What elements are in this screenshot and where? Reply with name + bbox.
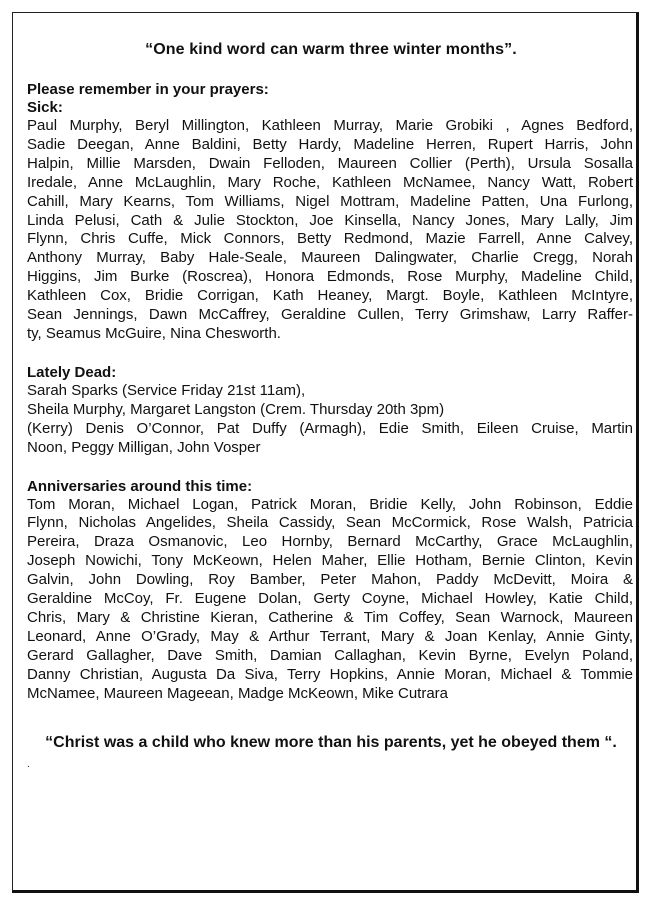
bottom-quote: “Christ was a child who knew more than his parents, yet he obeyed them “. bbox=[45, 734, 617, 752]
sick-list bbox=[27, 117, 633, 344]
lately-dead-line: Sarah Sparks (Service Friday 21st 11am), bbox=[27, 381, 306, 399]
lately-dead-list bbox=[27, 382, 633, 458]
sick-line: Cahill, Mary Kearns, Tom Williams, Nigel Mottram, Madeline Patten, Una Furlong, bbox=[27, 192, 633, 210]
lately-dead-line: Noon, Peggy Milligan, John Vosper bbox=[27, 438, 261, 456]
trailing-mark: . bbox=[27, 759, 30, 771]
anniversary-line: Flynn, Nicholas Angelides, Sheila Cassidy, Sean McCormick, Rose Walsh, Patricia bbox=[27, 514, 633, 532]
newsletter-content bbox=[27, 40, 635, 771]
anniversaries-list bbox=[27, 496, 633, 704]
anniversary-line: Danny Christian, Augusta Da Siva, Terry Hopkins, Annie Moran, Michael & Tommie bbox=[27, 665, 633, 683]
sick-line: Halpin, Millie Marsden, Dwain Felloden, Maureen Collier (Perth), Ursula Sosalla bbox=[27, 154, 633, 172]
anniversary-line: Tom Moran, Michael Logan, Patrick Moran, Bridie Kelly, John Robinson, Eddie bbox=[27, 495, 633, 513]
sick-line: Anthony Murray, Baby Hale-Seale, Maureen Dalingwater, Charlie Cregg, Norah bbox=[27, 249, 633, 267]
sick-line: Paul Murphy, Beryl Millington, Kathleen Murray, Marie Grobiki , Agnes Bedford, bbox=[27, 117, 633, 134]
anniversary-line: Geraldine McCoy, Fr. Eugene Dolan, Gerty Coyne, Michael Howley, Katie Child, bbox=[27, 590, 633, 608]
sick-heading: Sick: bbox=[27, 99, 63, 116]
lately-dead-line: (Kerry) Denis O’Connor, Pat Duffy (Armagh), Edie Smith, Eileen Cruise, Martin bbox=[27, 419, 633, 437]
anniversary-line: McNamee, Maureen Mageean, Madge McKeown, Mike Cutrara bbox=[27, 684, 449, 702]
anniversary-line: Joseph Nowichi, Tony McKeown, Helen Maher, Ellie Hotham, Bernie Clinton, Kevin bbox=[27, 552, 633, 570]
anniversaries-heading: Anniversaries around this time: bbox=[27, 477, 253, 495]
anniversary-line: Galvin, John Dowling, Roy Bamber, Peter Mahon, Paddy McDevitt, Moira & bbox=[27, 571, 633, 589]
sick-line: Flynn, Chris Cuffe, Mick Connors, Betty Redmond, Mazie Farrell, Anne Calvey, bbox=[27, 230, 633, 248]
prayers-intro: Please remember in your prayers: bbox=[27, 81, 269, 98]
lately-dead-heading: Lately Dead: bbox=[27, 363, 117, 381]
sick-line: ty, Seamus McGuire, Nina Chesworth. bbox=[27, 324, 281, 342]
sick-line: Higgins, Jim Burke (Roscrea), Honora Edmonds, Rose Murphy, Madeline Child, bbox=[27, 268, 633, 286]
sick-line: Iredale, Anne McLaughlin, Mary Roche, Kathleen McNamee, Nancy Watt, Robert bbox=[27, 173, 633, 191]
sick-line: Sadie Deegan, Anne Baldini, Betty Hardy, Madeline Herren, Rupert Harris, John bbox=[27, 135, 633, 153]
sick-line: Kathleen Cox, Bridie Corrigan, Kath Heaney, Margt. Boyle, Kathleen McIntyre, bbox=[27, 287, 633, 305]
sick-line: Linda Pelusi, Cath & Julie Stockton, Joe Kinsella, Nancy Jones, Mary Lally, Jim bbox=[27, 211, 633, 229]
lately-dead-line: Sheila Murphy, Margaret Langston (Crem. Thursday 20th 3pm) bbox=[27, 400, 445, 418]
top-quote: “One kind word can warm three winter months”. bbox=[145, 41, 517, 58]
anniversary-line: Leonard, Anne O’Grady, May & Arthur Terrant, Mary & Joan Kenlay, Annie Ginty, bbox=[27, 627, 633, 645]
anniversary-line: Gerard Gallagher, Dave Smith, Damian Callaghan, Kevin Byrne, Evelyn Poland, bbox=[27, 646, 633, 664]
anniversary-line: Chris, Mary & Christine Kieran, Catherine & Tim Coffey, Sean Warnock, Maureen bbox=[27, 608, 633, 626]
anniversary-line: Pereira, Draza Osmanovic, Leo Hornby, Bernard McCarthy, Grace McLaughlin, bbox=[27, 533, 633, 551]
sick-line: Sean Jennings, Dawn McCaffrey, Geraldine Cullen, Terry Grimshaw, Larry Raffer- bbox=[27, 306, 633, 324]
